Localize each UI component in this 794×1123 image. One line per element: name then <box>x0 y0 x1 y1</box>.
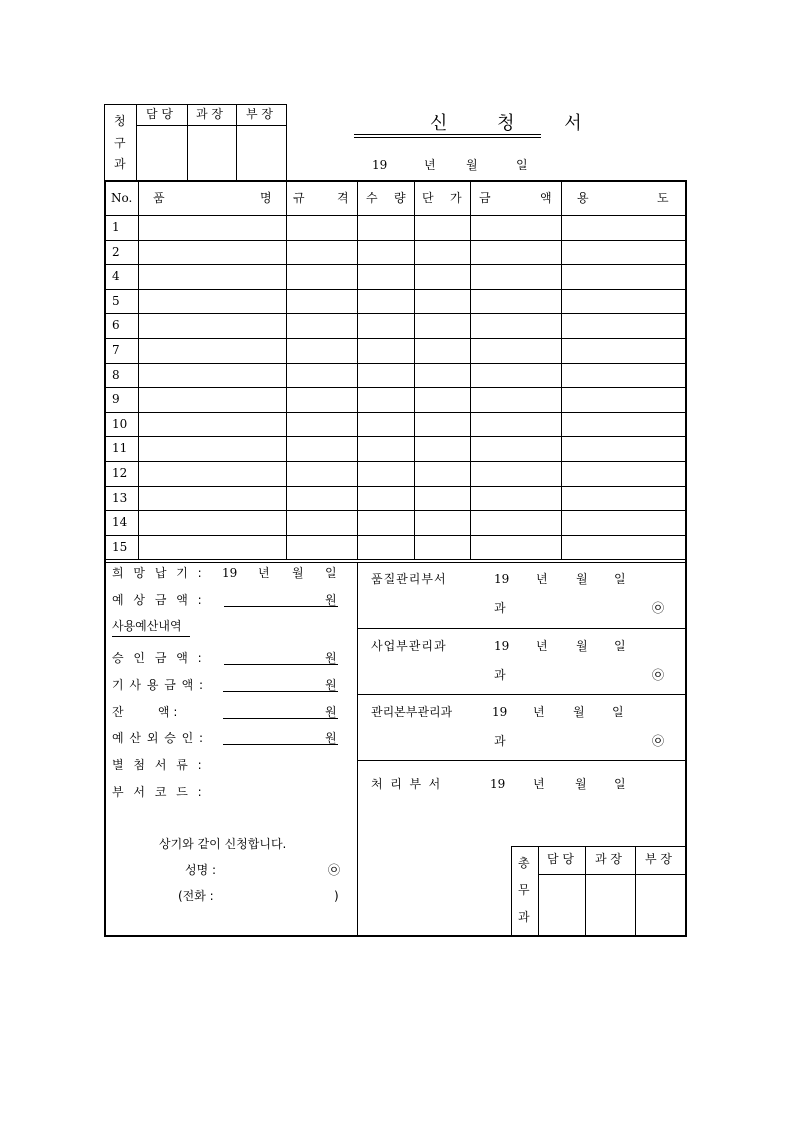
date-day-label: 일 <box>516 158 528 172</box>
header-purpose: 도 <box>657 191 669 205</box>
header-spec: 규 <box>293 191 305 205</box>
section-year: 19 <box>494 639 510 653</box>
balance-unit: 원 <box>325 705 337 719</box>
row-number: 4 <box>112 269 120 284</box>
row-divider <box>104 387 687 388</box>
seal-icon: ㉧ <box>652 601 665 615</box>
row-divider <box>104 264 687 265</box>
row-divider <box>104 510 687 511</box>
divider <box>236 104 237 181</box>
top-approval-side-label: 과 <box>114 157 126 171</box>
bottom-approval-side-label: 총 <box>518 856 530 870</box>
divider <box>136 125 287 126</box>
header-item: 품 <box>153 191 165 205</box>
row-divider <box>104 240 687 241</box>
header-amount: 액 <box>540 191 552 205</box>
processing-m: 월 <box>575 777 587 791</box>
header-qty: 량 <box>394 191 406 205</box>
divider <box>357 628 687 629</box>
seal-icon: ㉧ <box>652 734 665 748</box>
section-y: 년 <box>536 639 548 653</box>
divider <box>104 215 687 216</box>
delivery-year: 19 <box>222 566 238 580</box>
row-divider <box>104 461 687 462</box>
used-field[interactable] <box>223 691 338 692</box>
bottom-approval-header: 과 장 <box>595 852 622 866</box>
dept-code-label: 부 서 코 드 : <box>112 785 205 799</box>
row-divider <box>104 363 687 364</box>
budget-heading: 사용예산내역 <box>112 619 182 633</box>
delivery-d: 일 <box>325 566 337 580</box>
divider <box>357 760 687 761</box>
section-dept: 과 <box>494 734 506 748</box>
header-item: 명 <box>260 191 272 205</box>
approved-label: 승 인 금 액 : <box>112 651 205 665</box>
delivery-y: 년 <box>258 566 270 580</box>
estimate-field[interactable] <box>224 606 338 607</box>
date-year: 19 <box>372 158 388 172</box>
extra-approval-label: 예 산 외 승 인 : <box>112 731 205 745</box>
section-label: 관리본부관리과 <box>371 705 453 719</box>
row-divider <box>104 535 687 536</box>
bottom-approval-side-label: 과 <box>518 910 530 924</box>
section-dept: 과 <box>494 601 506 615</box>
row-number: 11 <box>112 441 128 456</box>
date-year-label: 년 <box>424 158 436 172</box>
divider <box>470 180 471 560</box>
row-number: 9 <box>112 392 120 407</box>
divider <box>561 180 562 560</box>
divider <box>511 846 512 937</box>
title-underline <box>354 134 541 135</box>
bottom-approval-header: 담 당 <box>547 852 574 866</box>
section-label: 사업부관리과 <box>371 639 447 653</box>
top-approval-header: 담 당 <box>146 107 173 121</box>
divider <box>104 562 687 563</box>
divider <box>136 104 137 181</box>
estimate-unit: 원 <box>325 593 337 607</box>
used-unit: 원 <box>325 678 337 692</box>
attachments-label: 별 첨 서 류 : <box>112 758 205 772</box>
divider <box>357 694 687 695</box>
extra-approval-field[interactable] <box>223 744 338 745</box>
approved-field[interactable] <box>224 664 338 665</box>
divider <box>187 104 188 181</box>
header-purpose: 용 <box>577 191 589 205</box>
divider <box>286 180 287 560</box>
balance-label: 잔 액 : <box>112 705 178 719</box>
row-number: 13 <box>112 490 128 505</box>
top-approval-header: 부 장 <box>246 107 273 121</box>
header-amount: 금 <box>479 191 491 205</box>
header-spec: 격 <box>337 191 349 205</box>
statement: 상기와 같이 신청합니다. <box>159 837 287 851</box>
seal-icon: ㉧ <box>328 863 341 877</box>
row-number: 14 <box>112 515 128 530</box>
divider <box>414 180 415 560</box>
row-divider <box>104 412 687 413</box>
section-m: 월 <box>576 572 588 586</box>
balance-field[interactable] <box>223 718 338 719</box>
divider <box>104 559 687 560</box>
phone-close: ) <box>334 889 339 903</box>
row-divider <box>104 436 687 437</box>
bottom-approval-side-label: 무 <box>518 883 530 897</box>
processing-d: 일 <box>614 777 626 791</box>
budget-heading-underline <box>112 636 190 637</box>
section-d: 일 <box>614 639 626 653</box>
divider <box>585 846 586 937</box>
divider <box>538 874 687 875</box>
bottom-approval-header: 부 장 <box>645 852 672 866</box>
header-no: No. <box>111 191 133 205</box>
section-year: 19 <box>492 705 508 719</box>
row-number: 15 <box>112 539 128 554</box>
row-number: 10 <box>112 416 128 431</box>
name-label: 성명 : <box>185 863 217 877</box>
header-qty: 수 <box>366 191 378 205</box>
title-underline <box>354 137 541 138</box>
page-title: 신 청 서 <box>430 113 604 134</box>
row-number: 7 <box>112 343 120 357</box>
section-dept: 과 <box>494 668 506 682</box>
row-number: 12 <box>112 466 128 480</box>
processing-year: 19 <box>490 777 506 791</box>
date-month-label: 월 <box>466 158 478 172</box>
delivery-label: 희 망 납 기 : <box>112 566 205 580</box>
header-price: 단 <box>422 191 434 205</box>
section-d: 일 <box>614 572 626 586</box>
phone-label: (전화 : <box>178 889 214 903</box>
section-label: 품질관리부서 <box>371 572 447 586</box>
row-number: 2 <box>112 244 120 259</box>
approved-unit: 원 <box>325 651 337 665</box>
estimate-label: 예 상 금 액 : <box>112 593 205 607</box>
processing-label: 처 리 부 서 <box>371 777 441 791</box>
used-label: 기 사 용 금 액 : <box>112 678 205 692</box>
row-divider <box>104 289 687 290</box>
delivery-m: 월 <box>292 566 304 580</box>
row-number: 8 <box>112 367 120 382</box>
section-m: 월 <box>576 639 588 653</box>
top-approval-side-label: 청 <box>114 114 126 128</box>
section-d: 일 <box>612 705 624 719</box>
row-number: 1 <box>112 220 120 234</box>
section-year: 19 <box>494 572 510 586</box>
top-approval-side-label: 구 <box>114 136 126 150</box>
processing-y: 년 <box>533 777 545 791</box>
extra-approval-unit: 원 <box>325 731 337 745</box>
row-number: 6 <box>112 318 120 333</box>
divider <box>138 180 139 560</box>
row-divider <box>104 338 687 339</box>
section-m: 월 <box>573 705 585 719</box>
divider <box>635 846 636 937</box>
top-approval-header: 과 장 <box>196 107 223 121</box>
row-number: 5 <box>112 293 120 308</box>
section-y: 년 <box>533 705 545 719</box>
row-divider <box>104 313 687 314</box>
seal-icon: ㉧ <box>652 668 665 682</box>
row-divider <box>104 486 687 487</box>
section-y: 년 <box>536 572 548 586</box>
header-price: 가 <box>450 191 462 205</box>
divider <box>357 180 358 560</box>
divider <box>357 562 358 937</box>
divider <box>538 846 539 937</box>
